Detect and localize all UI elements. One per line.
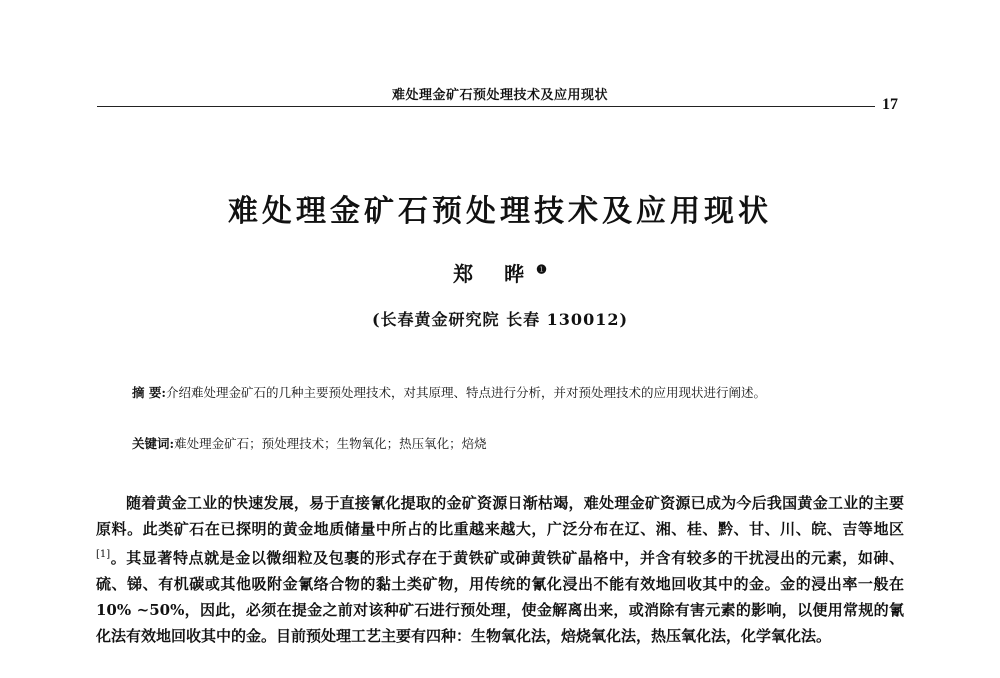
body-text-part2: 。其显著特点就是金以微细粒及包裹的形式存在于黄铁矿或砷黄铁矿晶格中，并含有较多的干扰浸出的元素，如砷、硫、锑、有机碳或其他吸附金氰络合物的黏土类矿物，用传统的氰化浸出不能有效地回收其中的金。金的浸出率一般在 10% ~50%，因此，必须在提金之前对该种矿石进行预处理，使金解离出来，或消除有害元素的影响，以便用常规的氰化法有效地回收其中的金。目前预处理工艺主要有四种：生物氧化法，焙烧氧化法，热压氧化法，化学氧化法。 bbox=[96, 549, 904, 645]
keywords-text: 难处理金矿石；预处理技术；生物氧化；热压氧化；焙烧 bbox=[174, 436, 487, 451]
header-rule bbox=[97, 106, 875, 107]
paper-title: 难处理金矿石预处理技术及应用现状 bbox=[228, 194, 772, 229]
keywords-label: 关键词: bbox=[132, 436, 175, 451]
body-text-part1: 随着黄金工业的快速发展，易于直接氰化提取的金矿资源日渐枯竭，难处理金矿资源已成为今后我国黄金工业的主要原料。此类矿石在已探明的黄金地质储量中所占的比重越来越大，广泛分布在辽、湘、桂、黔、甘、川、皖、吉等地区 bbox=[96, 494, 904, 538]
body-paragraph bbox=[96, 490, 904, 649]
abstract-label: 摘 要: bbox=[132, 385, 166, 400]
running-header: 难处理金矿石预处理技术及应用现状 bbox=[391, 88, 608, 103]
page-number: 17 bbox=[882, 96, 898, 113]
keywords bbox=[132, 434, 890, 454]
citation-ref: [1] bbox=[96, 549, 111, 560]
author-line bbox=[0, 258, 1000, 287]
author-name: 郑 晔 bbox=[453, 262, 537, 286]
affiliation: (长春黄金研究院 长春 130012) bbox=[371, 310, 629, 329]
abstract bbox=[132, 381, 890, 405]
abstract-text: 介绍难处理金矿石的几种主要预处理技术，对其原理、特点进行分析，并对预处理技术的应用现状进行阐述。 bbox=[165, 385, 766, 400]
author-footnote-marker: ❶ bbox=[536, 262, 547, 277]
